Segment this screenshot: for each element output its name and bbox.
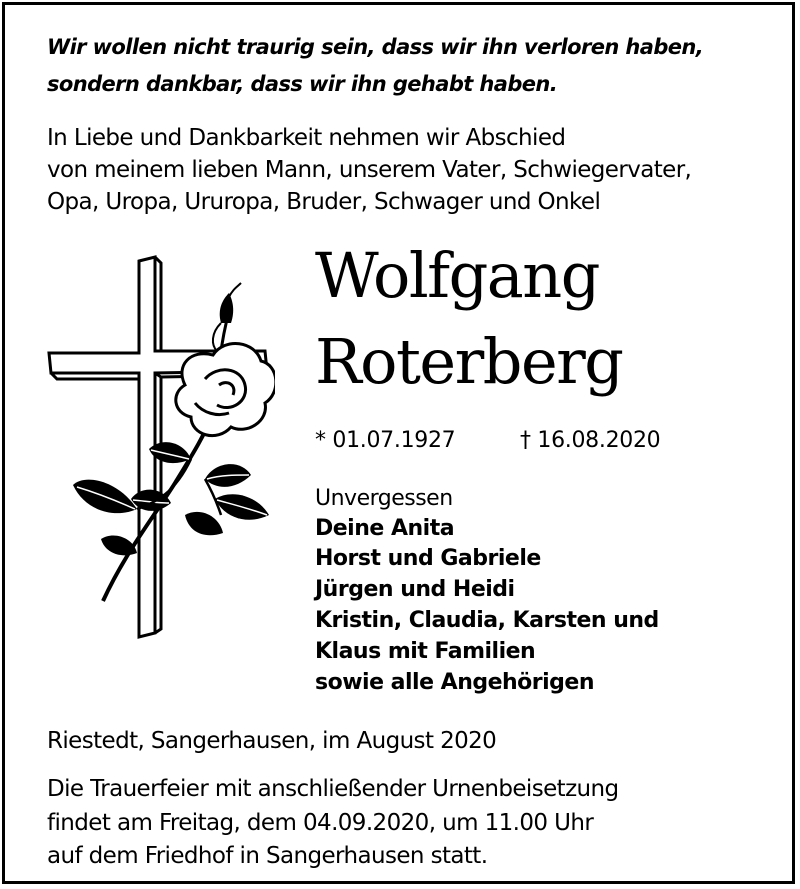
mourner-line: sowie alle Angehörigen <box>315 670 595 695</box>
intro-line-3: Opa, Uropa, Ururopa, Bruder, Schwager und Onkel <box>47 189 601 215</box>
funeral-line-1: Die Trauerfeier mit anschließender Urnenbeisetzung <box>47 776 619 802</box>
funeral-line-3: auf dem Friedhof in Sangerhausen statt. <box>47 843 488 869</box>
death-date: † 16.08.2020 <box>520 428 661 453</box>
cross-with-rose-icon <box>45 253 275 650</box>
rose-bud-icon <box>213 283 241 351</box>
quote-line-1: Wir wollen nicht traurig sein, dass wir ihn verloren haben, <box>47 35 704 59</box>
deceased-last-name: Roterberg <box>315 325 623 398</box>
rose-leaves-icon <box>73 442 269 555</box>
intro-line-1: In Liebe und Dankbarkeit nehmen wir Abschied <box>47 125 566 151</box>
quote-line-2: sondern dankbar, dass wir ihn gehabt haben. <box>47 72 558 96</box>
mourner-line: Klaus mit Familien <box>315 639 536 664</box>
mourners-heading: Unvergessen <box>315 486 453 511</box>
rose-flower-icon <box>176 344 275 436</box>
mourner-line: Jürgen und Heidi <box>315 577 515 602</box>
birth-date: * 01.07.1927 <box>315 428 456 453</box>
intro-line-2: von meinem lieben Mann, unserem Vater, Schwiegervater, <box>47 157 692 183</box>
mourner-line: Deine Anita <box>315 516 455 541</box>
obituary-frame <box>2 2 795 884</box>
funeral-line-2: findet am Freitag, dem 04.09.2020, um 11.00 Uhr <box>47 810 594 836</box>
deceased-first-name: Wolfgang <box>315 239 599 312</box>
mourner-line: Horst und Gabriele <box>315 546 541 571</box>
mourner-line: Kristin, Claudia, Karsten und <box>315 608 659 633</box>
place-and-date: Riestedt, Sangerhausen, im August 2020 <box>47 728 497 754</box>
